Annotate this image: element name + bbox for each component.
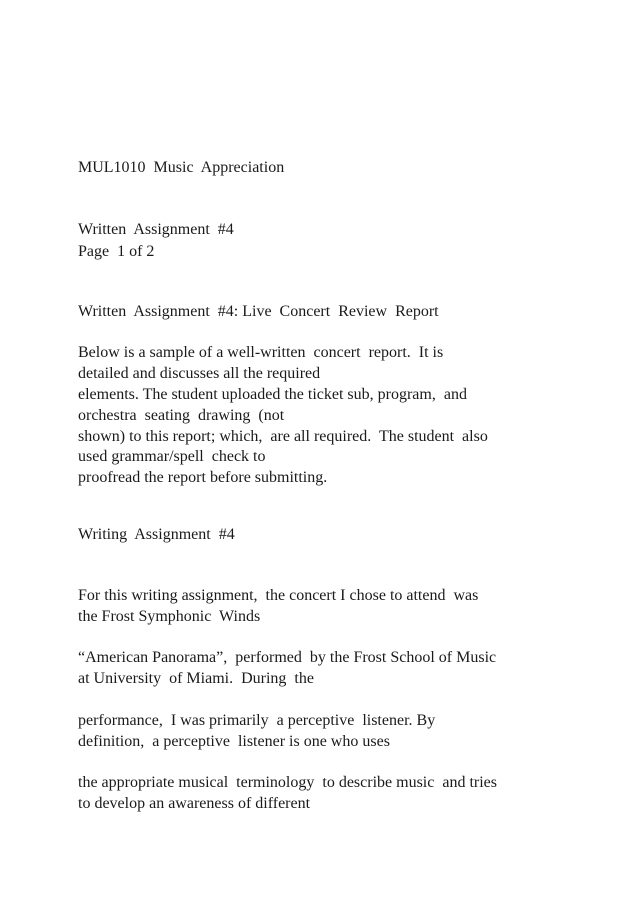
body-line: at University of Miami. During the <box>78 670 314 687</box>
intro-line: detailed and discusses all the required <box>78 365 321 382</box>
report-heading: Written Assignment #4: Live Concert Review Report <box>78 303 439 320</box>
body-line: the appropriate musical terminology to describe music and tries <box>78 774 497 791</box>
body-line: to develop an awareness of different <box>78 795 311 812</box>
intro-line: proofread the report before submitting. <box>78 469 328 486</box>
intro-line: Below is a sample of a well-written concert report. It is <box>78 344 444 361</box>
body-line: the Frost Symphonic Winds <box>78 608 261 625</box>
assignment-label: Written Assignment #4 <box>78 221 234 238</box>
body-line: definition, a perceptive listener is one who uses <box>78 733 390 750</box>
intro-line: shown) to this report; which, are all required. The student also <box>78 428 488 445</box>
body-line: For this writing assignment, the concert I chose to attend was <box>78 587 479 604</box>
body-line: “American Panorama”, performed by the Frost School of Music <box>78 649 497 666</box>
page-label: Page 1 of 2 <box>78 243 155 260</box>
intro-line: used grammar/spell check to <box>78 448 266 465</box>
intro-line: elements. The student uploaded the ticket sub, program, and <box>78 386 467 403</box>
body-line: performance, I was primarily a perceptive listener. By <box>78 712 436 729</box>
intro-line: orchestra seating drawing (not <box>78 407 285 424</box>
sample-heading: Writing Assignment #4 <box>78 526 235 543</box>
course-title: MUL1010 Music Appreciation <box>78 159 285 176</box>
